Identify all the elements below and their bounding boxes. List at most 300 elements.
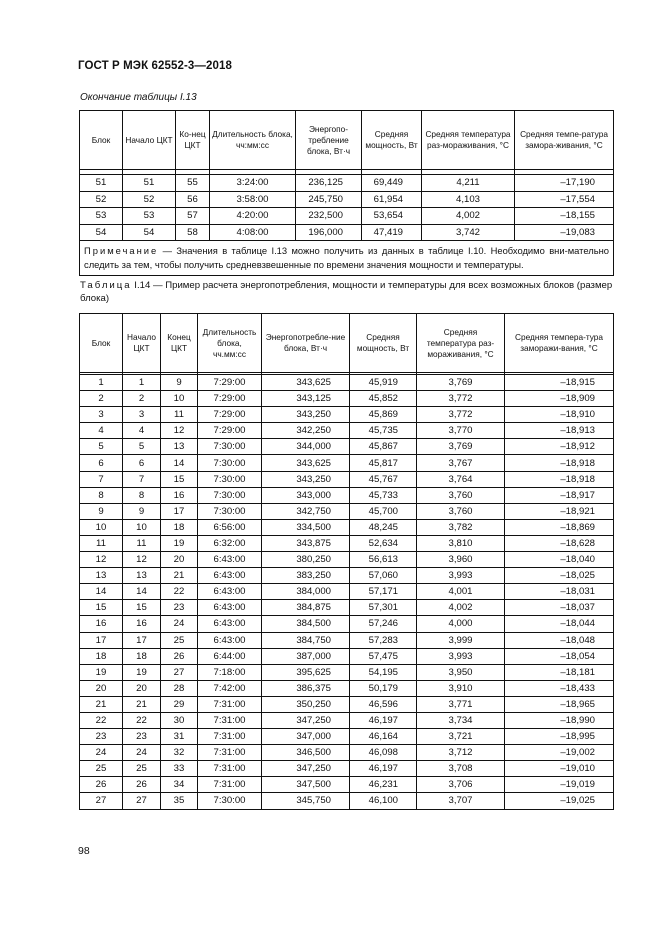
table-cell: 334,500 [262,519,350,535]
table-cell: –18,048 [505,632,614,648]
table-cell: 6:43:00 [198,552,262,568]
table-cell: 20 [123,680,161,696]
table-cell: –18,869 [505,519,614,535]
table-cell: 14 [80,584,123,600]
table-row [80,793,614,809]
table-cell: 236,125 [296,175,362,192]
table-cell: 3,993 [417,648,505,664]
table-cell: 45,852 [350,391,417,407]
table-cell: 54 [123,224,176,241]
table-cell: 27 [123,793,161,809]
table-cell: 15 [161,471,198,487]
table-cell: 56,613 [350,552,417,568]
table-cell: 387,000 [262,648,350,664]
table-cell: 23 [80,729,123,745]
table-row [80,487,614,503]
table-cell: 26 [161,648,198,664]
table-cell: 45,735 [350,423,417,439]
table-cell: 6:43:00 [198,584,262,600]
table-cell: 13 [161,439,198,455]
table-cell: 14 [123,584,161,600]
table-cell: 57 [176,208,210,225]
table-cell: 3,771 [417,696,505,712]
table-cell: 7:31:00 [198,777,262,793]
table-cell: –19,019 [505,777,614,793]
table-cell: 3,999 [417,632,505,648]
table14-col-header: Блок [80,314,123,373]
table-cell: 51 [123,175,176,192]
table-cell: 232,500 [296,208,362,225]
table-cell: –19,083 [515,224,614,241]
table-row [80,568,614,584]
table-cell: 4:20:00 [210,208,296,225]
table-cell: –18,912 [505,439,614,455]
table-cell: 11 [123,535,161,551]
table-cell: 7:31:00 [198,729,262,745]
table-cell: 12 [123,552,161,568]
table-row [80,391,614,407]
table14-col-header: Средняя температура раз-мораживания, °С [417,314,505,373]
table-cell: 17 [80,632,123,648]
table-cell: 50,179 [350,680,417,696]
table-cell: 7:29:00 [198,391,262,407]
table-cell: 18 [123,648,161,664]
table-cell: 6:43:00 [198,632,262,648]
table-cell: –18,040 [505,552,614,568]
table-cell: 24 [80,745,123,761]
table-cell: 7:29:00 [198,375,262,391]
table-cell: 3,810 [417,535,505,551]
table-cell: 16 [80,616,123,632]
table-row [80,455,614,471]
table-cell: 347,500 [262,777,350,793]
table-cell: 45,817 [350,455,417,471]
table-row [80,664,614,680]
table-cell: 57,475 [350,648,417,664]
table-cell: 21 [123,696,161,712]
table-cell: 46,197 [350,761,417,777]
table-cell: 342,750 [262,503,350,519]
table-cell: 3,742 [422,224,515,241]
table-row [80,584,614,600]
table-row [80,471,614,487]
table-cell: 4,001 [417,584,505,600]
table-row [80,696,614,712]
table-cell: 23 [123,729,161,745]
table-cell: 31 [161,729,198,745]
table-cell: 4:08:00 [210,224,296,241]
table-cell: 3,770 [417,423,505,439]
table-cell: 384,500 [262,616,350,632]
table-cell: 3 [123,407,161,423]
table-cell: 51 [80,175,123,192]
table-cell: 33 [161,761,198,777]
table-cell: 53 [80,208,123,225]
table-cell: –18,628 [505,535,614,551]
table14-header-row [80,314,614,373]
table-cell: 3:58:00 [210,191,296,208]
table-row [80,439,614,455]
table-cell: –17,190 [515,175,614,192]
table-cell: 7:18:00 [198,664,262,680]
table-row [80,712,614,728]
table-cell: 5 [123,439,161,455]
table-cell: 8 [80,487,123,503]
table-row [80,729,614,745]
table-cell: 5 [80,439,123,455]
table-cell: 343,250 [262,471,350,487]
table-cell: –18,915 [505,375,614,391]
table-cell: 6:44:00 [198,648,262,664]
table-cell: 7:30:00 [198,471,262,487]
table-cell: 25 [161,632,198,648]
table-cell: 6 [123,455,161,471]
table-cell: 7 [123,471,161,487]
table-row [80,423,614,439]
table-cell: 3,960 [417,552,505,568]
table-cell: 46,098 [350,745,417,761]
table-cell: 57,283 [350,632,417,648]
table-cell: 8 [123,487,161,503]
table-cell: 24 [161,616,198,632]
table-cell: 343,125 [262,391,350,407]
table-cell: 18 [161,519,198,535]
table-cell: 21 [80,696,123,712]
table-cell: 2 [123,391,161,407]
table-cell: 343,250 [262,407,350,423]
table13-continuation-caption: Окончание таблицы I.13 [80,92,197,103]
table-cell: 343,000 [262,487,350,503]
page-number: 98 [78,845,90,857]
note-label: Примечание [84,245,159,257]
table-cell: 7:30:00 [198,487,262,503]
table-cell: 9 [161,375,198,391]
table14-col-header: Длительность блока, чч.мм:сс [198,314,262,373]
table-cell: 4,103 [422,191,515,208]
table13-note [80,241,614,276]
table-cell: 384,000 [262,584,350,600]
table14-col-header: Конец ЦКТ [161,314,198,373]
table-cell: 343,625 [262,455,350,471]
table-cell: 347,250 [262,712,350,728]
table-cell: 52 [80,191,123,208]
table-row [80,745,614,761]
table14-caption-text: I.14 — Пример расчета энергопотребления, мощности и температуры для всех возможных блоков (размер блока) [80,280,613,304]
table-cell: 11 [80,535,123,551]
table-cell: 30 [161,712,198,728]
table-row [80,648,614,664]
table-cell: 350,250 [262,696,350,712]
table-cell: 17 [161,503,198,519]
table-cell: 22 [161,584,198,600]
table-cell: 13 [80,568,123,584]
note-text: — Значения в таблице I.13 можно получить из данных в таблице I.10. Необходимо вни-мательно следить за тем, чтобы получить средневзвешенные по времени значения мощности и температуры. [84,245,609,271]
table-cell: 46,164 [350,729,417,745]
table-cell: 28 [161,680,198,696]
table-cell: –19,002 [505,745,614,761]
table-cell: 52,634 [350,535,417,551]
table13-col-header: Блок [80,111,123,170]
table13-col-header: Средняя темпе-ратура замора-живания, °С [515,111,614,170]
table-cell: 45,767 [350,471,417,487]
table-cell: –18,044 [505,616,614,632]
table-cell: 54 [80,224,123,241]
table-row [80,777,614,793]
table-cell: 347,000 [262,729,350,745]
table-row [80,552,614,568]
table-cell: –18,910 [505,407,614,423]
table13-col-header: Средняя мощность, Вт [362,111,422,170]
table-cell: 2 [80,391,123,407]
table-cell: 16 [123,616,161,632]
table-cell: 11 [161,407,198,423]
table-cell: –18,918 [505,455,614,471]
table-cell: –18,031 [505,584,614,600]
table-cell: 1 [123,375,161,391]
table-cell: 16 [161,487,198,503]
table-cell: 35 [161,793,198,809]
table-cell: 13 [123,568,161,584]
table-cell: 19 [80,664,123,680]
table-cell: 395,625 [262,664,350,680]
table-cell: 383,250 [262,568,350,584]
table-cell: 15 [80,600,123,616]
table-cell: 3,760 [417,503,505,519]
table-cell: 20 [80,680,123,696]
table14-caption-label: Таблица [80,280,132,291]
table13-col-header: Энергопо-требление блока, Вт·ч [296,111,362,170]
table-cell: 12 [161,423,198,439]
table-cell: 386,375 [262,680,350,696]
table-cell: 4 [80,423,123,439]
table-cell: –19,010 [505,761,614,777]
table-cell: 342,250 [262,423,350,439]
table-cell: 22 [123,712,161,728]
table-cell: 3,708 [417,761,505,777]
table14-body [80,373,614,810]
table-cell: 347,250 [262,761,350,777]
table-cell: 61,954 [362,191,422,208]
table-cell: 7:29:00 [198,423,262,439]
table-cell: 10 [80,519,123,535]
table-cell: –18,918 [505,471,614,487]
table-cell: 48,245 [350,519,417,535]
table-cell: 45,869 [350,407,417,423]
table-cell: 25 [123,761,161,777]
table-cell: 4,211 [422,175,515,192]
table-cell: 23 [161,600,198,616]
table-cell: 196,000 [296,224,362,241]
table-cell: 3,721 [417,729,505,745]
table-row [80,224,614,241]
table-cell: 24 [123,745,161,761]
table-cell: 343,625 [262,375,350,391]
table-cell: 53 [123,208,176,225]
table-cell: 27 [161,664,198,680]
table-cell: 3,769 [417,375,505,391]
document-standard-header: ГОСТ Р МЭК 62552-3—2018 [78,60,232,72]
table-cell: 343,875 [262,535,350,551]
table-cell: 55 [176,175,210,192]
table-cell: 3,707 [417,793,505,809]
table-cell: –17,554 [515,191,614,208]
table-row [80,535,614,551]
table-cell: 6:43:00 [198,568,262,584]
table-cell: 14 [161,455,198,471]
table-13 [79,110,614,276]
table-cell: 4,002 [417,600,505,616]
table-cell: 7 [80,471,123,487]
table-cell: –18,917 [505,487,614,503]
table-cell: 25 [80,761,123,777]
table-row [80,375,614,391]
table-cell: 3,772 [417,407,505,423]
table-cell: 9 [80,503,123,519]
table-cell: –18,433 [505,680,614,696]
table-cell: 19 [161,535,198,551]
table-cell: 57,301 [350,600,417,616]
table-row [80,761,614,777]
table-cell: –18,921 [505,503,614,519]
table-cell: 12 [80,552,123,568]
table-cell: 6:43:00 [198,600,262,616]
table-cell: 7:31:00 [198,745,262,761]
table-cell: 6:43:00 [198,616,262,632]
table13-note-row [80,241,614,276]
table-cell: 3,764 [417,471,505,487]
table-cell: 57,171 [350,584,417,600]
table-row [80,175,614,192]
table-cell: 54,195 [350,664,417,680]
table-cell: 10 [161,391,198,407]
table-cell: 384,750 [262,632,350,648]
table-cell: 18 [80,648,123,664]
table-cell: 3,706 [417,777,505,793]
table-cell: 3,767 [417,455,505,471]
table-cell: 7:31:00 [198,712,262,728]
table-cell: 3,769 [417,439,505,455]
table-cell: 57,060 [350,568,417,584]
table-cell: 3:24:00 [210,175,296,192]
table13-header-row [80,111,614,170]
table-row [80,519,614,535]
table-row [80,616,614,632]
table-cell: 7:31:00 [198,761,262,777]
table-cell: 7:30:00 [198,793,262,809]
table-cell: 69,449 [362,175,422,192]
table-cell: 53,654 [362,208,422,225]
table-cell: 7:31:00 [198,696,262,712]
table14-col-header: Средняя мощность, Вт [350,314,417,373]
table-cell: 9 [123,503,161,519]
table-cell: 3,772 [417,391,505,407]
table-cell: 7:29:00 [198,407,262,423]
table-cell: 3,950 [417,664,505,680]
table-cell: 344,000 [262,439,350,455]
table-row [80,208,614,225]
table-cell: 52 [123,191,176,208]
table-cell: 57,246 [350,616,417,632]
table-cell: 56 [176,191,210,208]
table-cell: 3,910 [417,680,505,696]
table14-col-header: Энергопотребле-ние блока, Вт·ч [262,314,350,373]
table-cell: 4 [123,423,161,439]
table-row [80,632,614,648]
table13-col-header: Длительность блока, чч:мм:сс [210,111,296,170]
table-cell: 7:42:00 [198,680,262,696]
table-cell: 21 [161,568,198,584]
table-cell: 384,875 [262,600,350,616]
table-cell: 47,419 [362,224,422,241]
table-cell: –18,181 [505,664,614,680]
table-cell: 346,500 [262,745,350,761]
table-cell: –18,909 [505,391,614,407]
table-cell: 32 [161,745,198,761]
table-cell: –18,025 [505,568,614,584]
table-cell: 1 [80,375,123,391]
table-cell: 45,700 [350,503,417,519]
table-cell: 46,596 [350,696,417,712]
table-cell: 45,733 [350,487,417,503]
table-cell: 3,712 [417,745,505,761]
table-row [80,191,614,208]
table-cell: 7:30:00 [198,455,262,471]
table-cell: –18,965 [505,696,614,712]
table-cell: 3,760 [417,487,505,503]
table-cell: 22 [80,712,123,728]
table-cell: 4,000 [417,616,505,632]
table-cell: –18,990 [505,712,614,728]
table-cell: 26 [123,777,161,793]
table-cell: 3 [80,407,123,423]
table-cell: 19 [123,664,161,680]
table14-col-header: Средняя темпера-тура заморажи-вания, °С [505,314,614,373]
table-cell: 3,782 [417,519,505,535]
table-row [80,503,614,519]
table-14 [79,313,614,810]
table-cell: 29 [161,696,198,712]
table-cell: 4,002 [422,208,515,225]
table-cell: –18,054 [505,648,614,664]
table-cell: 45,919 [350,375,417,391]
table-cell: 380,250 [262,552,350,568]
table-cell: 10 [123,519,161,535]
table-cell: 345,750 [262,793,350,809]
table-cell: 6 [80,455,123,471]
table-cell: –18,155 [515,208,614,225]
table-cell: 245,750 [296,191,362,208]
table-cell: 15 [123,600,161,616]
table-cell: –18,037 [505,600,614,616]
table-cell: –18,913 [505,423,614,439]
table-cell: 46,100 [350,793,417,809]
table-cell: 46,197 [350,712,417,728]
table-row [80,680,614,696]
table13-col-header: Ко-нец ЦКТ [176,111,210,170]
table-cell: 6:56:00 [198,519,262,535]
table-cell: –18,995 [505,729,614,745]
table14-caption [80,279,614,305]
table-row [80,407,614,423]
table-cell: 7:30:00 [198,503,262,519]
table-cell: 6:32:00 [198,535,262,551]
table-cell: 17 [123,632,161,648]
table-cell: 58 [176,224,210,241]
table13-col-header: Начало ЦКТ [123,111,176,170]
table-cell: 3,734 [417,712,505,728]
table-row [80,600,614,616]
table-cell: 7:30:00 [198,439,262,455]
